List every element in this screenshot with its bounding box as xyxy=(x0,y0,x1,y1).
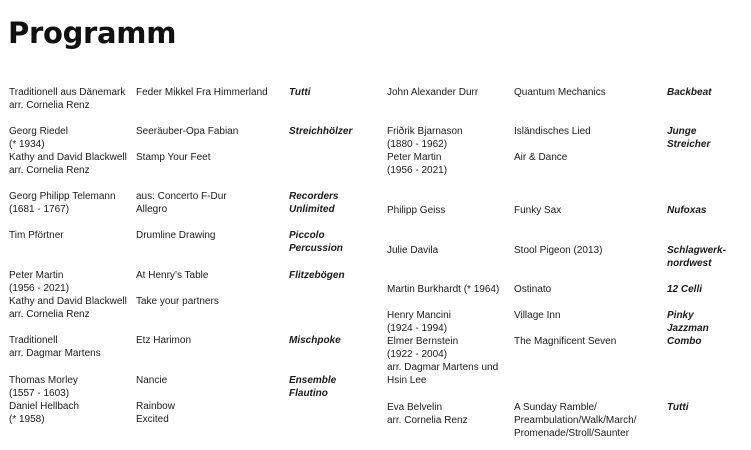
composer-cell-line: Friðrik Bjarnason xyxy=(387,126,463,137)
composer-cell xyxy=(387,244,512,257)
ensemble-cell-line: Flautino xyxy=(289,388,328,399)
ensemble-cell-line: Piccolo xyxy=(289,230,325,241)
ensemble-cell-line: Percussion xyxy=(289,243,343,254)
composer-cell-line: Julie Davila xyxy=(387,245,439,256)
piece-cell xyxy=(136,125,286,164)
piece-cell-line xyxy=(514,138,664,151)
page-title: Programm xyxy=(8,16,177,50)
piece-cell-line: Etz Harimon xyxy=(136,335,192,346)
composer-cell-line: (1924 - 1994) xyxy=(387,323,448,334)
ensemble-cell xyxy=(289,269,374,282)
piece-cell xyxy=(136,229,286,242)
ensemble-cell-line: nordwest xyxy=(667,258,712,269)
ensemble-cell-line: Mischpoke xyxy=(289,335,341,346)
composer-cell-line: Traditionell aus Dänemark xyxy=(9,87,126,98)
ensemble-cell-line: Tutti xyxy=(667,402,689,413)
composer-cell-line: Georg Riedel xyxy=(9,126,68,137)
composer-cell-line: (1922 - 2004) xyxy=(387,349,448,360)
piece-cell-line xyxy=(136,282,286,295)
piece-cell-line: Preambulation/Walk/March/ xyxy=(514,415,637,426)
piece-cell-line: Ostinato xyxy=(514,284,552,295)
ensemble-cell xyxy=(289,334,374,347)
ensemble-cell-line: Recorders xyxy=(289,191,339,202)
composer-cell-line: Kathy and David Blackwell xyxy=(9,296,127,307)
composer-cell-line: arr. Cornelia Renz xyxy=(9,100,90,111)
composer-cell-line: (1681 - 1767) xyxy=(9,204,70,215)
composer-cell xyxy=(9,125,134,177)
composer-cell xyxy=(387,204,512,217)
piece-cell-line: Promenade/Stroll/Saunter xyxy=(514,428,630,439)
composer-cell-line: (* 1934) xyxy=(9,139,45,150)
piece-cell-line: Stool Pigeon (2013) xyxy=(514,245,603,256)
ensemble-cell-line: Tutti xyxy=(289,87,311,98)
piece-cell xyxy=(136,334,286,347)
composer-cell-line: Thomas Morley xyxy=(9,375,78,386)
piece-cell-line: Village Inn xyxy=(514,310,561,321)
piece-cell xyxy=(514,86,664,99)
piece-cell-line: Excited xyxy=(136,414,169,425)
composer-cell-line: Elmer Bernstein xyxy=(387,336,459,347)
ensemble-cell xyxy=(289,229,374,255)
ensemble-cell-line: Unlimited xyxy=(289,204,335,215)
piece-cell xyxy=(136,374,286,426)
composer-cell-line: arr. Dagmar Martens xyxy=(9,348,101,359)
piece-cell-line xyxy=(136,138,286,151)
ensemble-cell-line: Pinky xyxy=(667,310,694,321)
piece-cell-line: Isländisches Lied xyxy=(514,126,591,137)
piece-cell-line: Drumline Drawing xyxy=(136,230,216,241)
ensemble-cell xyxy=(289,125,374,138)
piece-cell-line: A Sunday Ramble/ xyxy=(514,402,597,413)
composer-cell-line: (* 1958) xyxy=(9,414,45,425)
piece-cell xyxy=(514,125,664,164)
ensemble-cell xyxy=(667,283,737,296)
composer-cell-line: arr. Cornelia Renz xyxy=(387,415,468,426)
ensemble-cell xyxy=(667,309,737,348)
ensemble-cell-line: Junge xyxy=(667,126,697,137)
composer-cell-line: arr. Dagmar Martens und xyxy=(387,362,499,373)
piece-cell-line xyxy=(514,322,664,335)
piece-cell-line: The Magnificent Seven xyxy=(514,336,617,347)
composer-cell-line: Martin Burkhardt (* 1964) xyxy=(387,284,500,295)
piece-cell xyxy=(514,401,664,440)
piece-cell-line: Stamp Your Feet xyxy=(136,152,211,163)
piece-cell xyxy=(136,190,286,216)
composer-cell-line: Traditionell xyxy=(9,335,58,346)
composer-cell xyxy=(387,401,512,427)
composer-cell-line: Philipp Geiss xyxy=(387,205,446,216)
ensemble-cell-line: Flitzebögen xyxy=(289,270,345,281)
ensemble-cell xyxy=(289,190,374,216)
ensemble-cell-line: Streichhölzer xyxy=(289,126,353,137)
ensemble-cell-line: Jazzman xyxy=(667,323,709,334)
piece-cell-line: Nancie xyxy=(136,375,168,386)
composer-cell xyxy=(9,190,134,216)
ensemble-cell xyxy=(667,244,737,270)
composer-cell-line: Peter Martin xyxy=(9,270,64,281)
ensemble-cell-line: Schlagwerk- xyxy=(667,245,726,256)
composer-cell-line: Peter Martin xyxy=(387,152,442,163)
ensemble-cell xyxy=(289,374,374,400)
composer-cell xyxy=(9,86,134,112)
composer-cell-line: arr. Cornelia Renz xyxy=(9,165,90,176)
composer-cell xyxy=(9,334,134,360)
composer-cell-line: Tim Pförtner xyxy=(9,230,64,241)
composer-cell-line: John Alexander Durr xyxy=(387,87,479,98)
composer-cell xyxy=(9,229,134,242)
program-column-right xyxy=(380,0,751,450)
composer-cell xyxy=(387,125,512,177)
composer-cell-line: Kathy and David Blackwell xyxy=(9,152,127,163)
piece-cell-line: Take your partners xyxy=(136,296,219,307)
composer-cell-line: arr. Cornelia Renz xyxy=(9,309,90,320)
ensemble-cell-line: Backbeat xyxy=(667,87,712,98)
ensemble-cell xyxy=(667,125,737,151)
ensemble-cell xyxy=(667,401,737,414)
composer-cell-line: (1880 - 1962) xyxy=(387,139,448,150)
piece-cell-line: Allegro xyxy=(136,204,168,215)
piece-cell-line: Feder Mikkel Fra Himmerland xyxy=(136,87,268,98)
piece-cell xyxy=(136,86,286,99)
piece-cell-line: aus: Concerto F-Dur xyxy=(136,191,227,202)
ensemble-cell xyxy=(667,86,737,99)
composer-cell-line: (1956 - 2021) xyxy=(387,165,448,176)
composer-cell-line: Eva Belvelin xyxy=(387,402,443,413)
piece-cell-line: Rainbow xyxy=(136,401,175,412)
ensemble-cell xyxy=(667,204,737,217)
piece-cell-line: Air & Dance xyxy=(514,152,568,163)
composer-cell-line: Hsin Lee xyxy=(387,375,427,386)
piece-cell xyxy=(514,204,664,217)
ensemble-cell xyxy=(289,86,374,99)
piece-cell xyxy=(514,283,664,296)
piece-cell-line: At Henry’s Table xyxy=(136,270,209,281)
composer-cell-line: (1557 - 1603) xyxy=(9,388,70,399)
piece-cell-line: Quantum Mechanics xyxy=(514,87,606,98)
composer-cell xyxy=(387,283,512,296)
composer-cell xyxy=(387,86,512,99)
piece-cell xyxy=(514,244,664,257)
ensemble-cell-line: Nufoxas xyxy=(667,205,707,216)
piece-cell-line: Funky Sax xyxy=(514,205,562,216)
ensemble-cell-line: Ensemble xyxy=(289,375,337,386)
composer-cell-line: (1956 - 2021) xyxy=(9,283,70,294)
ensemble-cell-line: Combo xyxy=(667,336,702,347)
piece-cell-line: Seeräuber-Opa Fabian xyxy=(136,126,239,137)
ensemble-cell-line: Streicher xyxy=(667,139,711,150)
ensemble-cell-line: 12 Celli xyxy=(667,284,703,295)
composer-cell xyxy=(9,374,134,426)
composer-cell-line: Daniel Hellbach xyxy=(9,401,80,412)
composer-cell-line: Henry Mancini xyxy=(387,310,451,321)
composer-cell xyxy=(9,269,134,321)
composer-cell-line: Georg Philipp Telemann xyxy=(9,191,116,202)
piece-cell xyxy=(136,269,286,308)
composer-cell xyxy=(387,309,512,387)
piece-cell xyxy=(514,309,664,348)
piece-cell-line xyxy=(136,387,286,400)
